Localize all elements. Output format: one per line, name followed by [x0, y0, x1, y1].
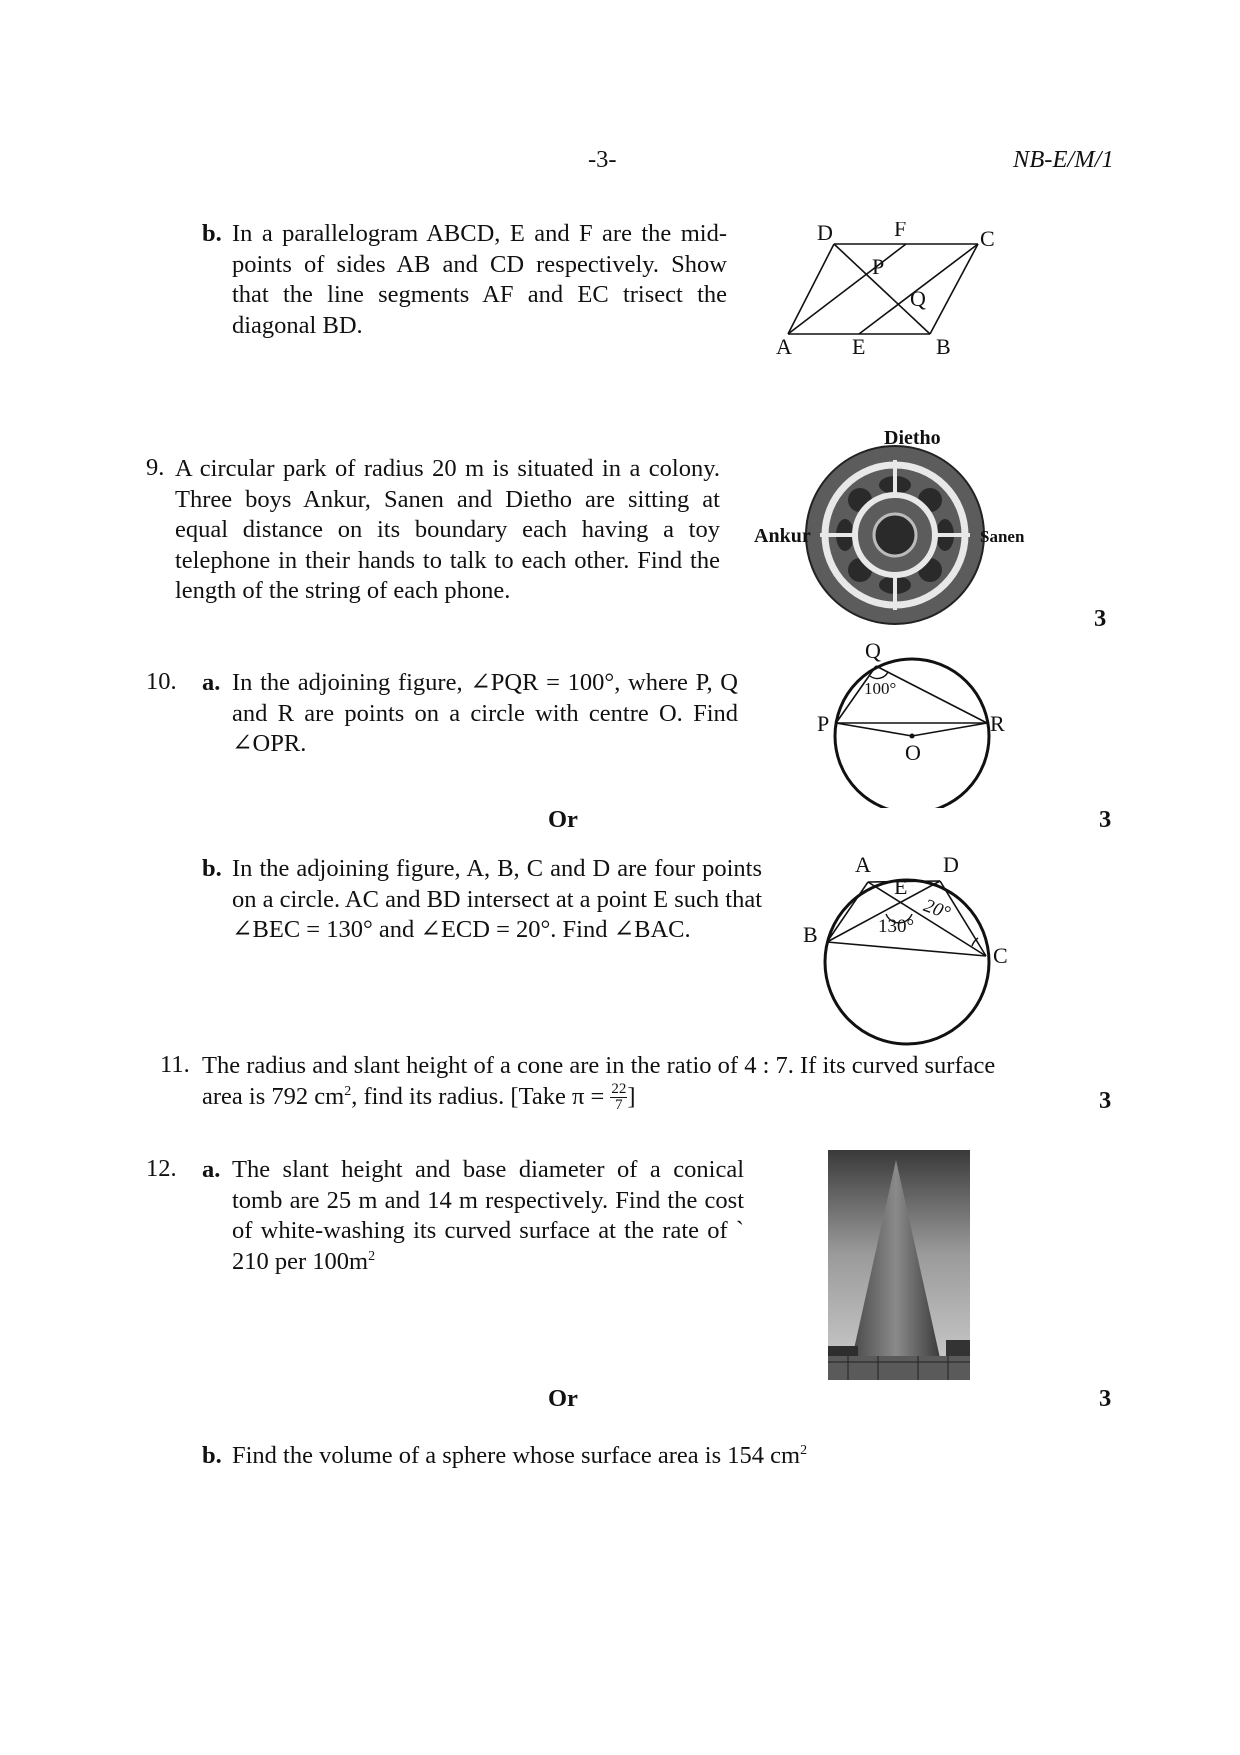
question-label: b.: [202, 220, 222, 247]
marks: 3: [1094, 605, 1107, 632]
conical-tomb-photo: [828, 1150, 970, 1380]
angle-20-label: 20°: [920, 895, 954, 925]
label-p: P: [817, 711, 830, 736]
page-number: -3-: [588, 146, 617, 173]
paper-code: NB-E/M/1: [1013, 146, 1114, 173]
question-text-part: ]: [627, 1082, 636, 1110]
fraction-pi: [610, 1082, 627, 1113]
label-dietho: Dietho: [884, 427, 941, 449]
label-e: E: [852, 334, 866, 359]
superscript: 2: [344, 1083, 352, 1099]
superscript: 2: [800, 1442, 808, 1458]
question-text: [202, 1051, 1062, 1113]
fraction-denominator: 7: [615, 1097, 623, 1114]
label-e: E: [894, 874, 908, 899]
question-text-part: area is 792 cm: [202, 1082, 345, 1110]
question-label: a.: [202, 669, 221, 696]
angle-label: 100°: [864, 679, 897, 698]
or-separator: Or: [548, 806, 578, 833]
label-a: A: [776, 334, 792, 359]
question-text: [232, 1155, 744, 1277]
fraction-numerator: 22: [611, 1081, 627, 1098]
parallelogram-figure: [770, 222, 1000, 362]
circular-park-figure: [752, 420, 1052, 630]
circle-abcd-figure: [800, 852, 1025, 1052]
question-label: b.: [202, 855, 222, 882]
label-a: A: [855, 852, 871, 877]
question-text-part: , find its radius. [Take π =: [351, 1082, 605, 1110]
label-b: B: [803, 922, 818, 947]
label-q: Q: [865, 638, 881, 663]
marks: 3: [1099, 1385, 1112, 1412]
question-number: 9.: [146, 454, 165, 481]
question-number: 10.: [146, 668, 177, 695]
label-d: D: [817, 222, 833, 245]
question-label: b.: [202, 1442, 222, 1469]
question-text: A circular park of radius 20 m is situated in a colony. Three boys Ankur, Sanen and Dietho are sitting at equal distance on its boundary each having a toy telephone in their hands to talk to each other. Find the length of the string of each phone.: [175, 455, 720, 604]
label-c: C: [980, 226, 995, 251]
circle-pqr-figure: [812, 638, 1012, 808]
question-text-part: The slant height and base diameter of a conical tomb are 25 m and 14 m respectively. Find the cost of white-washing its curved surface at the rate of ` 210 per 100m: [232, 1156, 744, 1275]
superscript: 2: [368, 1248, 376, 1264]
label-c: C: [993, 943, 1008, 968]
label-p: P: [872, 254, 885, 279]
question-text: In the adjoining figure, ∠PQR = 100°, where P, Q and R are points on a circle with centre O. Find ∠OPR.: [232, 669, 738, 757]
question-number: 11.: [160, 1051, 190, 1078]
marks: 3: [1099, 1087, 1112, 1114]
label-o: O: [905, 740, 921, 765]
label-f: F: [894, 222, 907, 241]
label-sanen: Sanen: [980, 527, 1025, 546]
label-ankur: Ankur: [754, 525, 811, 547]
question-text: In a parallelogram ABCD, E and F are the mid-points of sides AB and CD respectively. Show that the line segments AF and EC trisect the diagonal BD.: [232, 220, 727, 339]
question-text-line1: The radius and slant height of a cone are in the ratio of 4 : 7. If its curved surface: [202, 1052, 996, 1079]
question-text-part: Find the volume of a sphere whose surface area is 154 cm: [232, 1442, 801, 1469]
label-q: Q: [910, 286, 926, 311]
question-label: a.: [202, 1156, 221, 1183]
question-text: [232, 1441, 932, 1472]
label-b: B: [936, 334, 951, 359]
angle-130-label: 130°: [878, 916, 915, 937]
label-r: R: [990, 711, 1005, 736]
question-text: In the adjoining figure, A, B, C and D are four points on a circle. AC and BD intersect at a point E such that ∠BEC = 130° and ∠ECD = 20°. Find ∠BAC.: [232, 855, 763, 943]
or-separator: Or: [548, 1385, 578, 1412]
label-d: D: [943, 852, 959, 877]
marks: 3: [1099, 806, 1112, 833]
question-number: 12.: [146, 1155, 177, 1182]
